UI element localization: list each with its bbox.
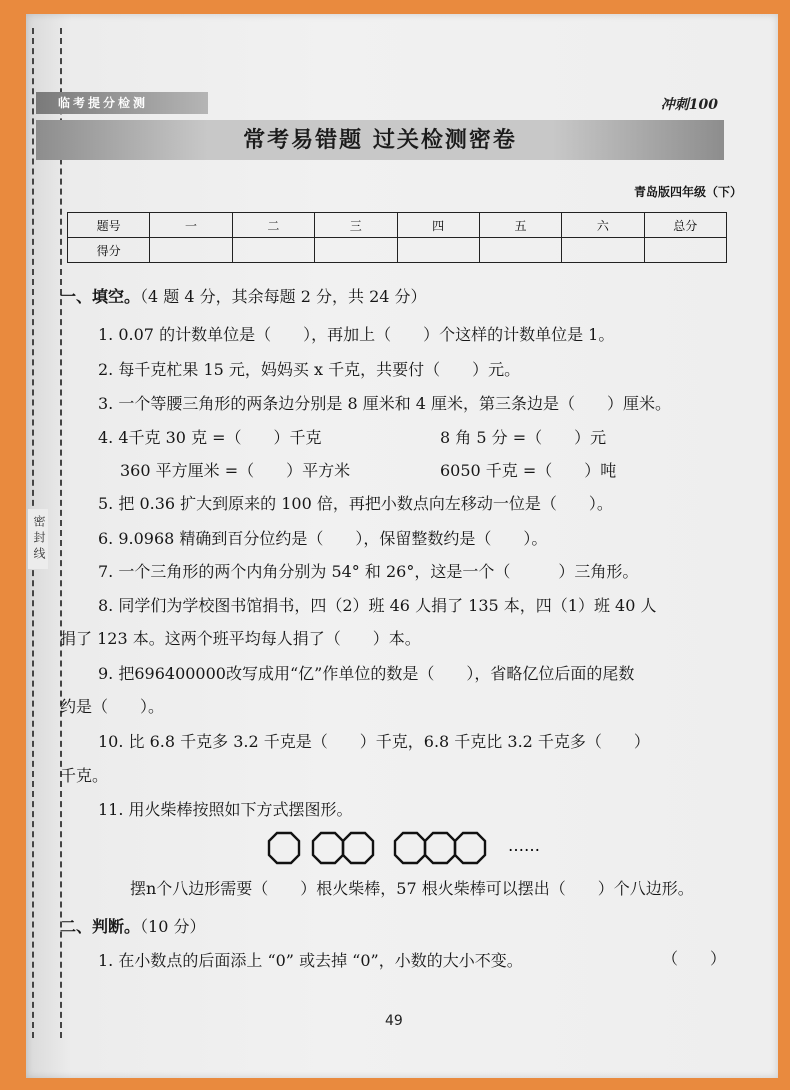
question-4d: 6050 千克 =（ ）吨 [440,461,617,480]
question-8a: 8. 同学们为学校图书馆捐书，四（2）班 46 人捐了 135 本，四（1）班 40 人 [98,596,657,615]
question-9b: 约是（ ）。 [60,697,165,716]
question-7: 7. 一个三角形的两个内角分别为 54° 和 26°，这是一个（ ）三角形。 [98,562,639,581]
score-cell-2: 二 [232,213,314,238]
score-cell-3: 三 [315,213,397,238]
octagon-diagram [266,830,502,870]
score-cell-total: 总分 [644,213,726,238]
question-1: 1. 0.07 的计数单位是（ ），再加上（ ）个这样的计数单位是 1。 [98,325,615,344]
octagon [269,833,299,863]
question-6: 6. 9.0968 精确到百分位约是（ ），保留整数约是（ ）。 [98,529,548,548]
question-11b: 摆n个八边形需要（ ）根火柴棒，57 根火柴棒可以摆出（ ）个八边形。 [130,879,694,898]
score-blank[interactable] [562,238,644,263]
question-4b: 8 角 5 分 =（ ）元 [440,428,607,447]
question-4a: 4. 4千克 30 克 =（ ）千克 [98,428,322,447]
binding-label: 密封线 [28,509,48,569]
section1-title [60,284,427,307]
score-row-label: 得分 [68,238,150,263]
score-blank[interactable] [397,238,479,263]
score-cell-6: 六 [562,213,644,238]
score-table-score-row [68,238,727,263]
score-cell-4: 四 [397,213,479,238]
page-number: 49 [385,1013,403,1029]
question-4c: 360 平方厘米 =（ ）平方米 [120,461,351,480]
score-cell-label: 题号 [68,213,150,238]
question-2: 2. 每千克杧果 15 元，妈妈买 x 千克，共要付（ ）元。 [98,360,521,379]
question-9a: 9. 把696400000改写成用“亿”作单位的数是（ ），省略亿位后面的尾数 [98,664,635,683]
score-cell-5: 五 [479,213,561,238]
question-8b: 捐了 123 本。这两个班平均每人捐了（ ）本。 [60,629,421,648]
score-table-header-row [68,213,727,238]
score-blank[interactable] [232,238,314,263]
octagon [455,833,485,863]
score-cell-1: 一 [150,213,232,238]
page-title-text: 常考易错题 过关检测密卷 [243,127,517,153]
matchstick-octagons-figure [266,830,502,870]
score-blank[interactable] [315,238,397,263]
brand-logo: 冲刺100 [660,97,718,113]
header-tag: 临考提分检测 [36,92,208,114]
score-table [67,212,727,263]
question-11: 11. 用火柴棒按照如下方式摆图形。 [98,800,353,819]
octagon [343,833,373,863]
question-10b: 千克。 [60,766,109,785]
octagon [313,833,343,863]
octagon [425,833,455,863]
section2-heading: 二、判断。 [60,917,141,936]
answer-bracket[interactable]: （ ） [662,949,727,968]
page-title [36,120,724,160]
octagon [395,833,425,863]
edition-label: 青岛版四年级（下） [633,185,742,199]
judge-question-1: 1. 在小数点的后面添上 “0” 或去掉 “0”，小数的大小不变。 [98,951,523,970]
section2-title [60,914,205,937]
question-3: 3. 一个等腰三角形的两条边分别是 8 厘米和 4 厘米，第三条边是（ ）厘米。 [98,394,672,413]
score-blank[interactable] [150,238,232,263]
score-blank[interactable] [644,238,726,263]
question-10a: 10. 比 6.8 千克多 3.2 千克是（ ）千克，6.8 千克比 3.2 千克多（ ） [98,732,650,751]
score-blank[interactable] [479,238,561,263]
section1-note: （4 题 4 分，其余每题 2 分，共 24 分） [140,287,427,306]
ellipsis: …… [508,836,540,855]
question-5: 5. 把 0.36 扩大到原来的 100 倍，再把小数点向左移动一位是（ ）。 [98,494,613,513]
section2-note: （10 分） [140,917,206,936]
header-banner [36,92,724,168]
section1-heading: 一、填空。 [60,287,141,306]
